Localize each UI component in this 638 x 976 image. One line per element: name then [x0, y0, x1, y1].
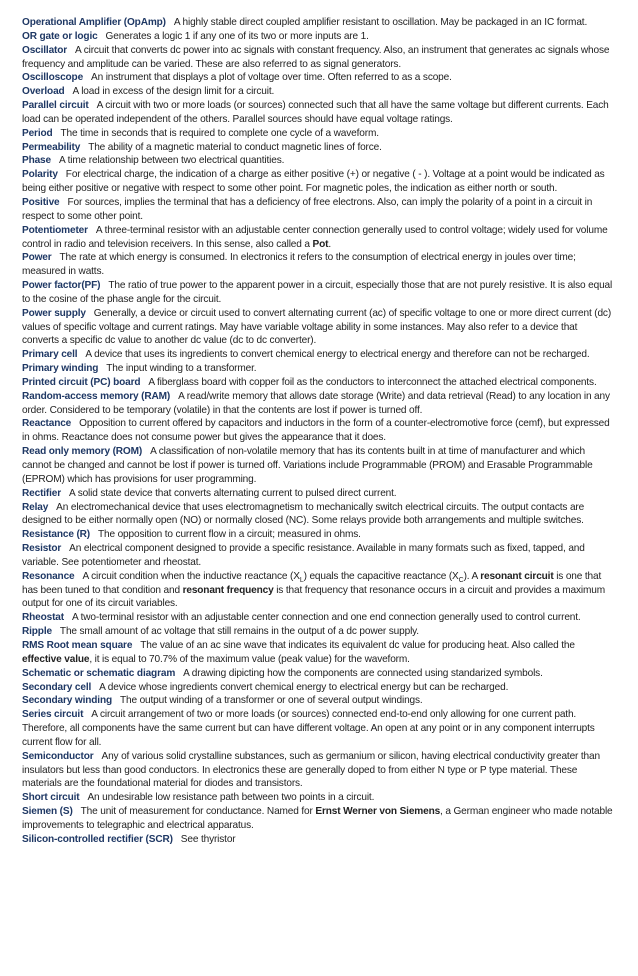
definition-text: A three-terminal resistor with an adjustable center connection generally used to control voltage; widely used for volume control in radio and television receivers. In this sense, also called a: [22, 224, 608, 250]
glossary-list: [22, 16, 616, 847]
glossary-definition: [148, 377, 596, 388]
glossary-definition: [99, 682, 508, 693]
glossary-term: Resistance (R): [22, 529, 91, 541]
definition-subscript: C: [458, 576, 464, 584]
definition-text: A circuit that converts dc power into ac signals with constant frequency. Also, an instrument that generates ac signals whose frequency and amplitude can be varied. These are also referred to as signal generators.: [22, 44, 610, 70]
glossary-entry-schematic-or-schematic-diagram: [22, 667, 616, 681]
definition-emphasis: effective value: [22, 653, 90, 665]
glossary-term: Ripple: [22, 626, 52, 638]
glossary-entry-rectifier: [22, 487, 616, 501]
glossary-term: Silicon-controlled rectifier (SCR): [22, 833, 173, 845]
glossary-definition: [22, 280, 612, 305]
glossary-entry-short-circuit: [22, 791, 616, 805]
glossary-entry-permeability: [22, 141, 616, 155]
definition-text: The value of an ac sine wave that indicates its equivalent dc value for producing heat. Also called the: [140, 639, 575, 651]
glossary-entry-reactance: [22, 417, 616, 445]
glossary-term: Primary winding: [22, 363, 99, 375]
glossary-entry-random-access-memory-ram: [22, 390, 616, 418]
glossary-entry-primary-winding: [22, 362, 616, 376]
definition-text: Opposition to current offered by capacitors and inductors in the form of a counter-electromotive force (cemf), but expressed in ohms. Reactance does not consume power but gives the appearance that it does.: [22, 418, 610, 444]
glossary-entry-rheostat: [22, 611, 616, 625]
glossary-term: Period: [22, 127, 53, 139]
glossary-term: Secondary winding: [22, 695, 112, 707]
definition-text: Generally, a device or circuit used to convert alternating current (ac) of specific voltage to one or more direct current (dc) values of specific voltage and current ratings. May have variable voltage ability in some instances. May also refer to a device that converts a specific dc value to another dc value (dc to dc converter).: [22, 307, 612, 347]
glossary-entry-read-only-memory-rom: [22, 445, 616, 487]
glossary-term: Oscilloscope: [22, 72, 84, 84]
definition-text: A circuit arrangement of two or more loads (or sources) connected end-to-end only allowing for one current path. Therefore, all components have the same current but can have different voltage. An open at any point or in any component interrupts current flow for all.: [22, 709, 595, 748]
glossary-definition: [22, 709, 595, 748]
glossary-definition: [69, 488, 396, 499]
definition-text: An instrument that displays a plot of voltage over time. Often referred to as a scope.: [91, 72, 452, 84]
glossary-definition: [98, 529, 361, 540]
glossary-definition: [22, 751, 600, 790]
glossary-entry-relay: [22, 501, 616, 529]
definition-text: Generates a logic 1 if any one of its two or more inputs are 1.: [105, 30, 369, 42]
glossary-term: Short circuit: [22, 792, 80, 804]
glossary-entry-semiconductor: [22, 750, 616, 792]
definition-text: A circuit with two or more loads (or sources) connected such that all have the same voltage but different currents. Each load can be operated independent of the others. Parallel sources should have equal voltage ratings.: [22, 100, 609, 125]
glossary-term: Primary cell: [22, 349, 78, 361]
glossary-term: Schematic or schematic diagram: [22, 667, 176, 679]
glossary-term: Secondary cell: [22, 681, 92, 693]
definition-emphasis: Ernst Werner von Siemens: [315, 806, 441, 818]
definition-text: A classification of non-volatile memory that has its contents built in at time of manufacturer and which cannot be changed and cannot be lost if power is turned off. Variations include Programmable (PROM) and Erasable Programmable (EPROM) which has provisions for user programming.: [22, 446, 593, 485]
glossary-term: Potentiometer: [22, 224, 88, 236]
glossary-entry-oscillator: [22, 44, 616, 72]
definition-emphasis: resonant circuit: [480, 570, 554, 582]
glossary-entry-rms-root-mean-square: [22, 639, 616, 667]
definition-text: is one that has been tuned to that condition and: [22, 570, 602, 596]
glossary-definition: [22, 169, 605, 194]
definition-text: A load in excess of the design limit for a circuit.: [72, 86, 275, 98]
glossary-entry-silicon-controlled-rectifier-scr: [22, 833, 616, 847]
glossary-term: Phase: [22, 155, 51, 167]
glossary-entry-power-supply: [22, 307, 616, 349]
glossary-term: Rheostat: [22, 612, 64, 624]
glossary-term: Read only memory (ROM): [22, 446, 143, 458]
glossary-definition: [22, 45, 609, 70]
glossary-entry-positive: [22, 196, 616, 224]
definition-text: A device whose ingredients convert chemical energy to electrical energy but can be recharged.: [99, 681, 509, 693]
glossary-entry-potentiometer: [22, 224, 616, 252]
glossary-term: Positive: [22, 196, 60, 208]
definition-text: An undesirable low resistance path between two points in a circuit.: [87, 792, 375, 804]
definition-text: The small amount of ac voltage that still remains in the output of a dc power supply.: [59, 626, 419, 638]
definition-text: A drawing dipicting how the components are connected using standarized symbols.: [183, 667, 543, 679]
glossary-definition: [22, 252, 576, 277]
definition-text: Any of various solid crystalline substances, such as germanium or silicon, having electrical conductivity greater than insulators but less than good conductors. In electronics these are generally doped to from either N type or P type material. These materials are the foundational material for diodes and transistors.: [22, 750, 600, 790]
glossary-entry-polarity: [22, 168, 616, 196]
glossary-definition: [72, 612, 581, 623]
definition-text: .: [328, 238, 331, 250]
definition-text: An electrical component designed to provide a specific resistance. Available in many formats such as fixed, tapped, and variable. See potentiometer and rheostat.: [22, 543, 585, 568]
glossary-term: Power: [22, 252, 52, 264]
definition-text: A two-terminal resistor with an adjustable center connection and one end connection generally used to control current.: [71, 612, 581, 624]
glossary-entry-printed-circuit-pc-board: [22, 376, 616, 390]
glossary-term: Power supply: [22, 307, 86, 319]
definition-text: is that frequency that resonance occurs in a circuit and provides a maximum output for one of its circuit variables.: [22, 584, 605, 610]
definition-text: , it is equal to 70.7% of the maximum value (peak value) for the waveform.: [89, 653, 410, 665]
glossary-term: Relay: [22, 501, 49, 513]
definition-text: The opposition to current flow in a circuit; measured in ohms.: [98, 529, 361, 541]
glossary-term: Resistor: [22, 543, 62, 555]
glossary-definition: [106, 363, 256, 374]
glossary-entry-or-gate-or-logic: [22, 30, 616, 44]
glossary-definition: [22, 100, 609, 125]
definition-text: The ability of a magnetic material to conduct magnetic lines of force.: [88, 141, 382, 153]
glossary-definition: [22, 197, 592, 222]
glossary-term: Rectifier: [22, 487, 62, 499]
definition-emphasis: Pot: [312, 238, 329, 250]
definition-text: A solid state device that converts alternating current to pulsed direct current.: [69, 487, 397, 499]
glossary-term: Oscillator: [22, 44, 68, 56]
glossary-term: Parallel circuit: [22, 100, 89, 112]
glossary-definition: [91, 72, 452, 83]
glossary-entry-oscilloscope: [22, 71, 616, 85]
definition-text: A read/write memory that allows date storage (Write) and data retrieval (Read) to any location in any order. Considered to be temporary (volatile) in that the contents are lost if power is turned off.: [22, 390, 610, 416]
glossary-definition: [174, 17, 587, 28]
definition-text: A device that uses its ingredients to convert chemical energy to electrical energy and therefore can not be recharged.: [85, 349, 590, 361]
glossary-term: Operational Amplifier (OpAmp): [22, 17, 166, 28]
glossary-entry-resistor: [22, 542, 616, 570]
glossary-definition: [183, 668, 543, 679]
glossary-definition: [59, 155, 284, 166]
definition-text: For sources, implies the terminal that has a deficiency of free electrons. Also, can imply the polarity of a point in a circuit in respect to some other point.: [22, 196, 593, 222]
glossary-definition: [22, 308, 611, 347]
glossary-definition: [60, 626, 419, 637]
definition-subscript: L: [299, 576, 304, 584]
glossary-entry-power-factor-pf: [22, 279, 616, 307]
definition-text: The output winding of a transformer or one of several output windings.: [119, 695, 423, 707]
definition-text: A highly stable direct coupled amplifier resistant to oscillation. May be packaged in an IC format.: [173, 17, 588, 28]
glossary-entry-series-circuit: [22, 708, 616, 750]
glossary-entry-parallel-circuit: [22, 99, 616, 127]
definition-text: , a German engineer who made notable improvements to telegraphic and electrical apparatus.: [22, 806, 613, 831]
definition-text: A fiberglass board with copper foil as the conductors to interconnect the attached electrical components.: [148, 376, 597, 388]
glossary-entry-power: [22, 251, 616, 279]
glossary-definition: [22, 418, 610, 443]
definition-text: A time relationship between two electrical quantities.: [58, 155, 285, 167]
glossary-term: Printed circuit (PC) board: [22, 376, 141, 388]
definition-text: A circuit condition when the inductive reactance (X: [82, 570, 300, 582]
definition-text: The input winding to a transformer.: [106, 363, 257, 375]
definition-text: The rate at which energy is consumed. In electronics it refers to the consumption of electrical energy in joules over time; measured in watts.: [22, 252, 576, 278]
glossary-term: Polarity: [22, 169, 58, 181]
glossary-definition: [88, 142, 382, 153]
definition-text: ) equals the capacitive reactance (X: [303, 570, 459, 582]
glossary-entry-primary-cell: [22, 348, 616, 362]
glossary-definition: [120, 695, 423, 706]
glossary-definition: [87, 792, 374, 803]
glossary-entry-siemen-s: [22, 805, 616, 833]
definition-text: See thyristor: [180, 833, 236, 845]
glossary-definition: [22, 225, 608, 250]
glossary-entry-secondary-winding: [22, 694, 616, 708]
glossary-definition: [73, 86, 275, 97]
glossary-definition: [22, 571, 605, 610]
glossary-term: Semiconductor: [22, 750, 94, 762]
glossary-term: Permeability: [22, 141, 81, 153]
glossary-definition: [106, 31, 369, 42]
glossary-entry-overload: [22, 85, 616, 99]
glossary-term: Power factor(PF): [22, 280, 101, 292]
definition-text: The time in seconds that is required to complete one cycle of a waveform.: [60, 127, 379, 139]
glossary-definition: [22, 502, 584, 527]
glossary-entry-phase: [22, 154, 616, 168]
glossary-term: Overload: [22, 86, 65, 98]
glossary-term: Siemen (S): [22, 806, 73, 818]
glossary-entry-period: [22, 127, 616, 141]
glossary-entry-operational-amplifier-opamp: [22, 16, 616, 30]
definition-text: An electromechanical device that uses electromagnetism to mechanically switch electrical circuits. The output contacts are designed to be either normally open (NO) or normally closed (NC). Some relays provide both arrangements and multiple switches.: [22, 501, 585, 527]
glossary-definition: [181, 834, 236, 845]
glossary-definition: [85, 349, 589, 360]
glossary-term: Resonance: [22, 570, 75, 582]
glossary-term: Series circuit: [22, 709, 84, 721]
definition-text: The ratio of true power to the apparent power in a circuit, especially those that are not purely resistive. It is also equal to the cosine of the phase angle for the circuit.: [22, 280, 613, 305]
glossary-entry-resistance-r: [22, 528, 616, 542]
definition-text: For electrical charge, the indication of a charge as either positive (+) or negative ( - ). Voltage at a point would be indicated as being either positive or negative with respect to some other point. For magnetic poles, the indication as either north or south.: [22, 169, 605, 195]
definition-text: ). A: [463, 570, 481, 582]
glossary-entry-ripple: [22, 625, 616, 639]
glossary-term: Reactance: [22, 418, 72, 430]
glossary-definition: [22, 543, 585, 568]
glossary-entry-secondary-cell: [22, 681, 616, 695]
glossary-entry-resonance: [22, 570, 616, 612]
glossary-definition: [60, 128, 378, 139]
glossary-term: OR gate or logic: [22, 30, 98, 42]
definition-emphasis: resonant frequency: [182, 584, 274, 596]
glossary-term: RMS Root mean square: [22, 639, 133, 651]
definition-text: The unit of measurement for conductance. Named for: [80, 806, 316, 818]
glossary-definition: [22, 806, 613, 831]
glossary-term: Random-access memory (RAM): [22, 390, 171, 402]
